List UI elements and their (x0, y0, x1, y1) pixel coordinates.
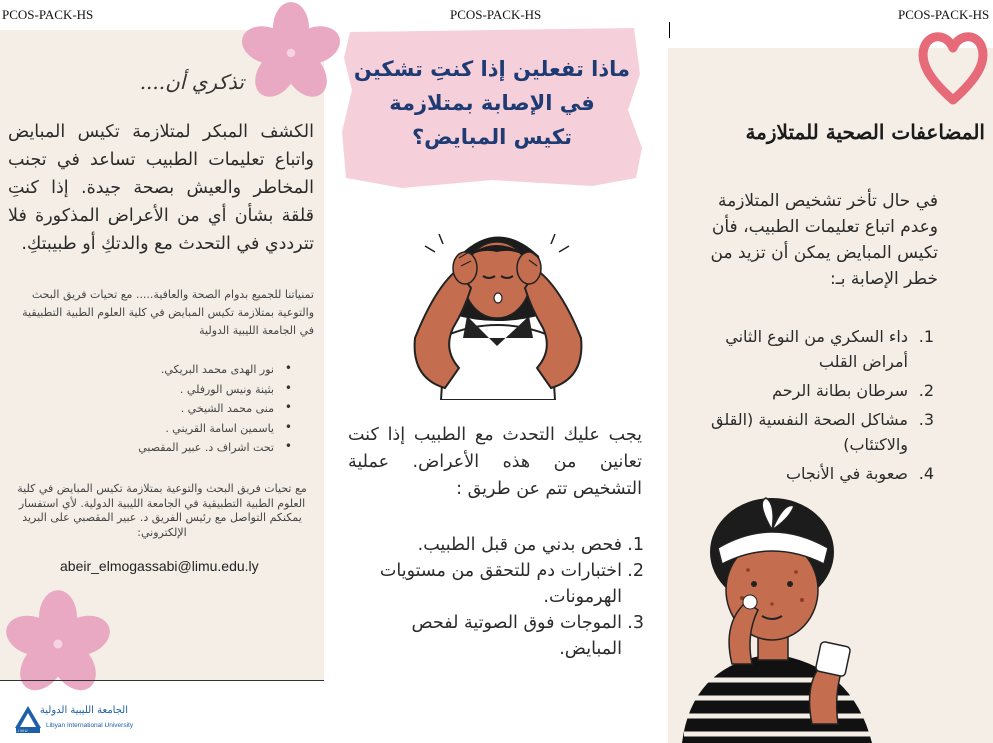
item-text: صعوبة في الأنجاب (785, 464, 908, 483)
team-member: • نور الهدى محمد البريكي. (76, 360, 296, 380)
diagnosis-step (348, 532, 644, 558)
header-center: PCOS-PACK-HS (450, 7, 542, 22)
woman-headache-illustration (405, 218, 590, 400)
complication-item (698, 378, 934, 403)
step-number: 3. (627, 613, 644, 633)
contact-text: مع تحيات فريق البحث والتوعية بمتلازمة تكيس المبايض في كلية العلوم الطبية التطبيقية في الجامعة الليبية الدولية. لأي استفسار يمكنكم التواصل مع رئيس الفريق د. عبير المقصبي على البريد الإلكتروني: (17, 482, 307, 539)
complication-item (698, 407, 934, 457)
advice-text: يجب عليك التحدث مع الطبيب إذا كنت تعانين من هذه الأعراض. عملية التشخيص تتم عن طريق : (348, 425, 642, 499)
complications-title: المضاعفات الصحية للمتلازمة (745, 120, 985, 144)
center-title (342, 52, 642, 154)
university-logo (12, 703, 132, 737)
logo-english: Libyan International University (46, 722, 134, 729)
step-number: 2. (627, 561, 644, 581)
step-number: 1. (627, 535, 644, 555)
complications-intro: في حال تأخر تشخيص المتلازمة وعدم اتباع تعليمات الطبيب، فأن تكيس المبايض يمكن أن تزيد من خطر الإصابة بـ: (710, 191, 938, 289)
complication-item (698, 461, 934, 486)
right-panel (668, 48, 993, 743)
item-text: داء السكري من النوع الثاني أمراض القلب (725, 327, 908, 371)
flower-icon (2, 588, 114, 700)
header-left: PCOS-PACK-HS (2, 7, 94, 22)
item-number: 4. (918, 464, 934, 483)
item-text: مشاكل الصحة النفسية (القلق والاكتئاب) (710, 410, 908, 454)
heart-icon (918, 28, 988, 108)
diagnosis-step (348, 558, 644, 610)
diagnosis-step (348, 610, 644, 662)
item-number: 1. (918, 327, 934, 346)
woman-skincare-illustration (672, 494, 882, 743)
logo-abbr: LIMU (15, 728, 29, 733)
step-text: اختبارات دم للتحقق من مستويات الهرمونات. (379, 561, 622, 607)
wishes-text: تمنياتنا للجميع بدوام الصحة والعافية..... مع تحيات فريق البحث والتوعية بمتلازمة تكيس المبايض في كلية العلوم الطبية التطبيقية في الجامعة الليبية الدولية (22, 288, 314, 337)
item-text: سرطان بطانة الرحم (772, 381, 908, 400)
center-title-line: في الإصابة بمتلازمة (389, 91, 595, 115)
team-member: • تحت اشراف د. عبير المقصبي (76, 438, 296, 458)
step-text: الموجات فوق الصوتية لفحص المبايض. (411, 613, 622, 659)
contact-email[interactable]: abeir_elmogassabi@limu.edu.ly (60, 558, 259, 574)
remember-title: تذكري أن.... (139, 70, 244, 94)
team-member: • بثينة ونيس الورفلي . (76, 380, 296, 400)
header-right: PCOS-PACK-HS (898, 7, 990, 22)
divider-line (0, 680, 324, 681)
text-cursor (669, 22, 670, 38)
complication-item (698, 324, 934, 374)
logo-arabic: الجامعة الليبية الدولية (39, 705, 128, 716)
left-panel (0, 30, 324, 680)
team-member: • منى محمد الشيخي . (76, 399, 296, 419)
complications-list (698, 324, 934, 486)
center-title-line: ماذا تفعلين إذا كنتِ تشكين (353, 57, 631, 81)
diagnosis-steps (348, 532, 644, 662)
team-list (76, 360, 296, 458)
remember-text: الكشف المبكر لمتلازمة تكيس المبايض واتباع تعليمات الطبيب تساعد في تجنب المخاطر والعيش بصحة جيدة. إذا كنتِ قلقة بشأن أي من الأعراض المذكورة فلا تترددي في التحدث مع والدتكِ أو طبيبتكِ. (8, 122, 314, 254)
team-member: • ياسمين اسامة القريني . (76, 419, 296, 439)
flower-icon (238, 0, 344, 106)
step-text: فحص بدني من قبل الطبيب. (417, 535, 622, 555)
item-number: 2. (918, 381, 934, 400)
item-number: 3. (918, 410, 934, 429)
center-title-line: تكيس المبايض؟ (411, 125, 572, 149)
